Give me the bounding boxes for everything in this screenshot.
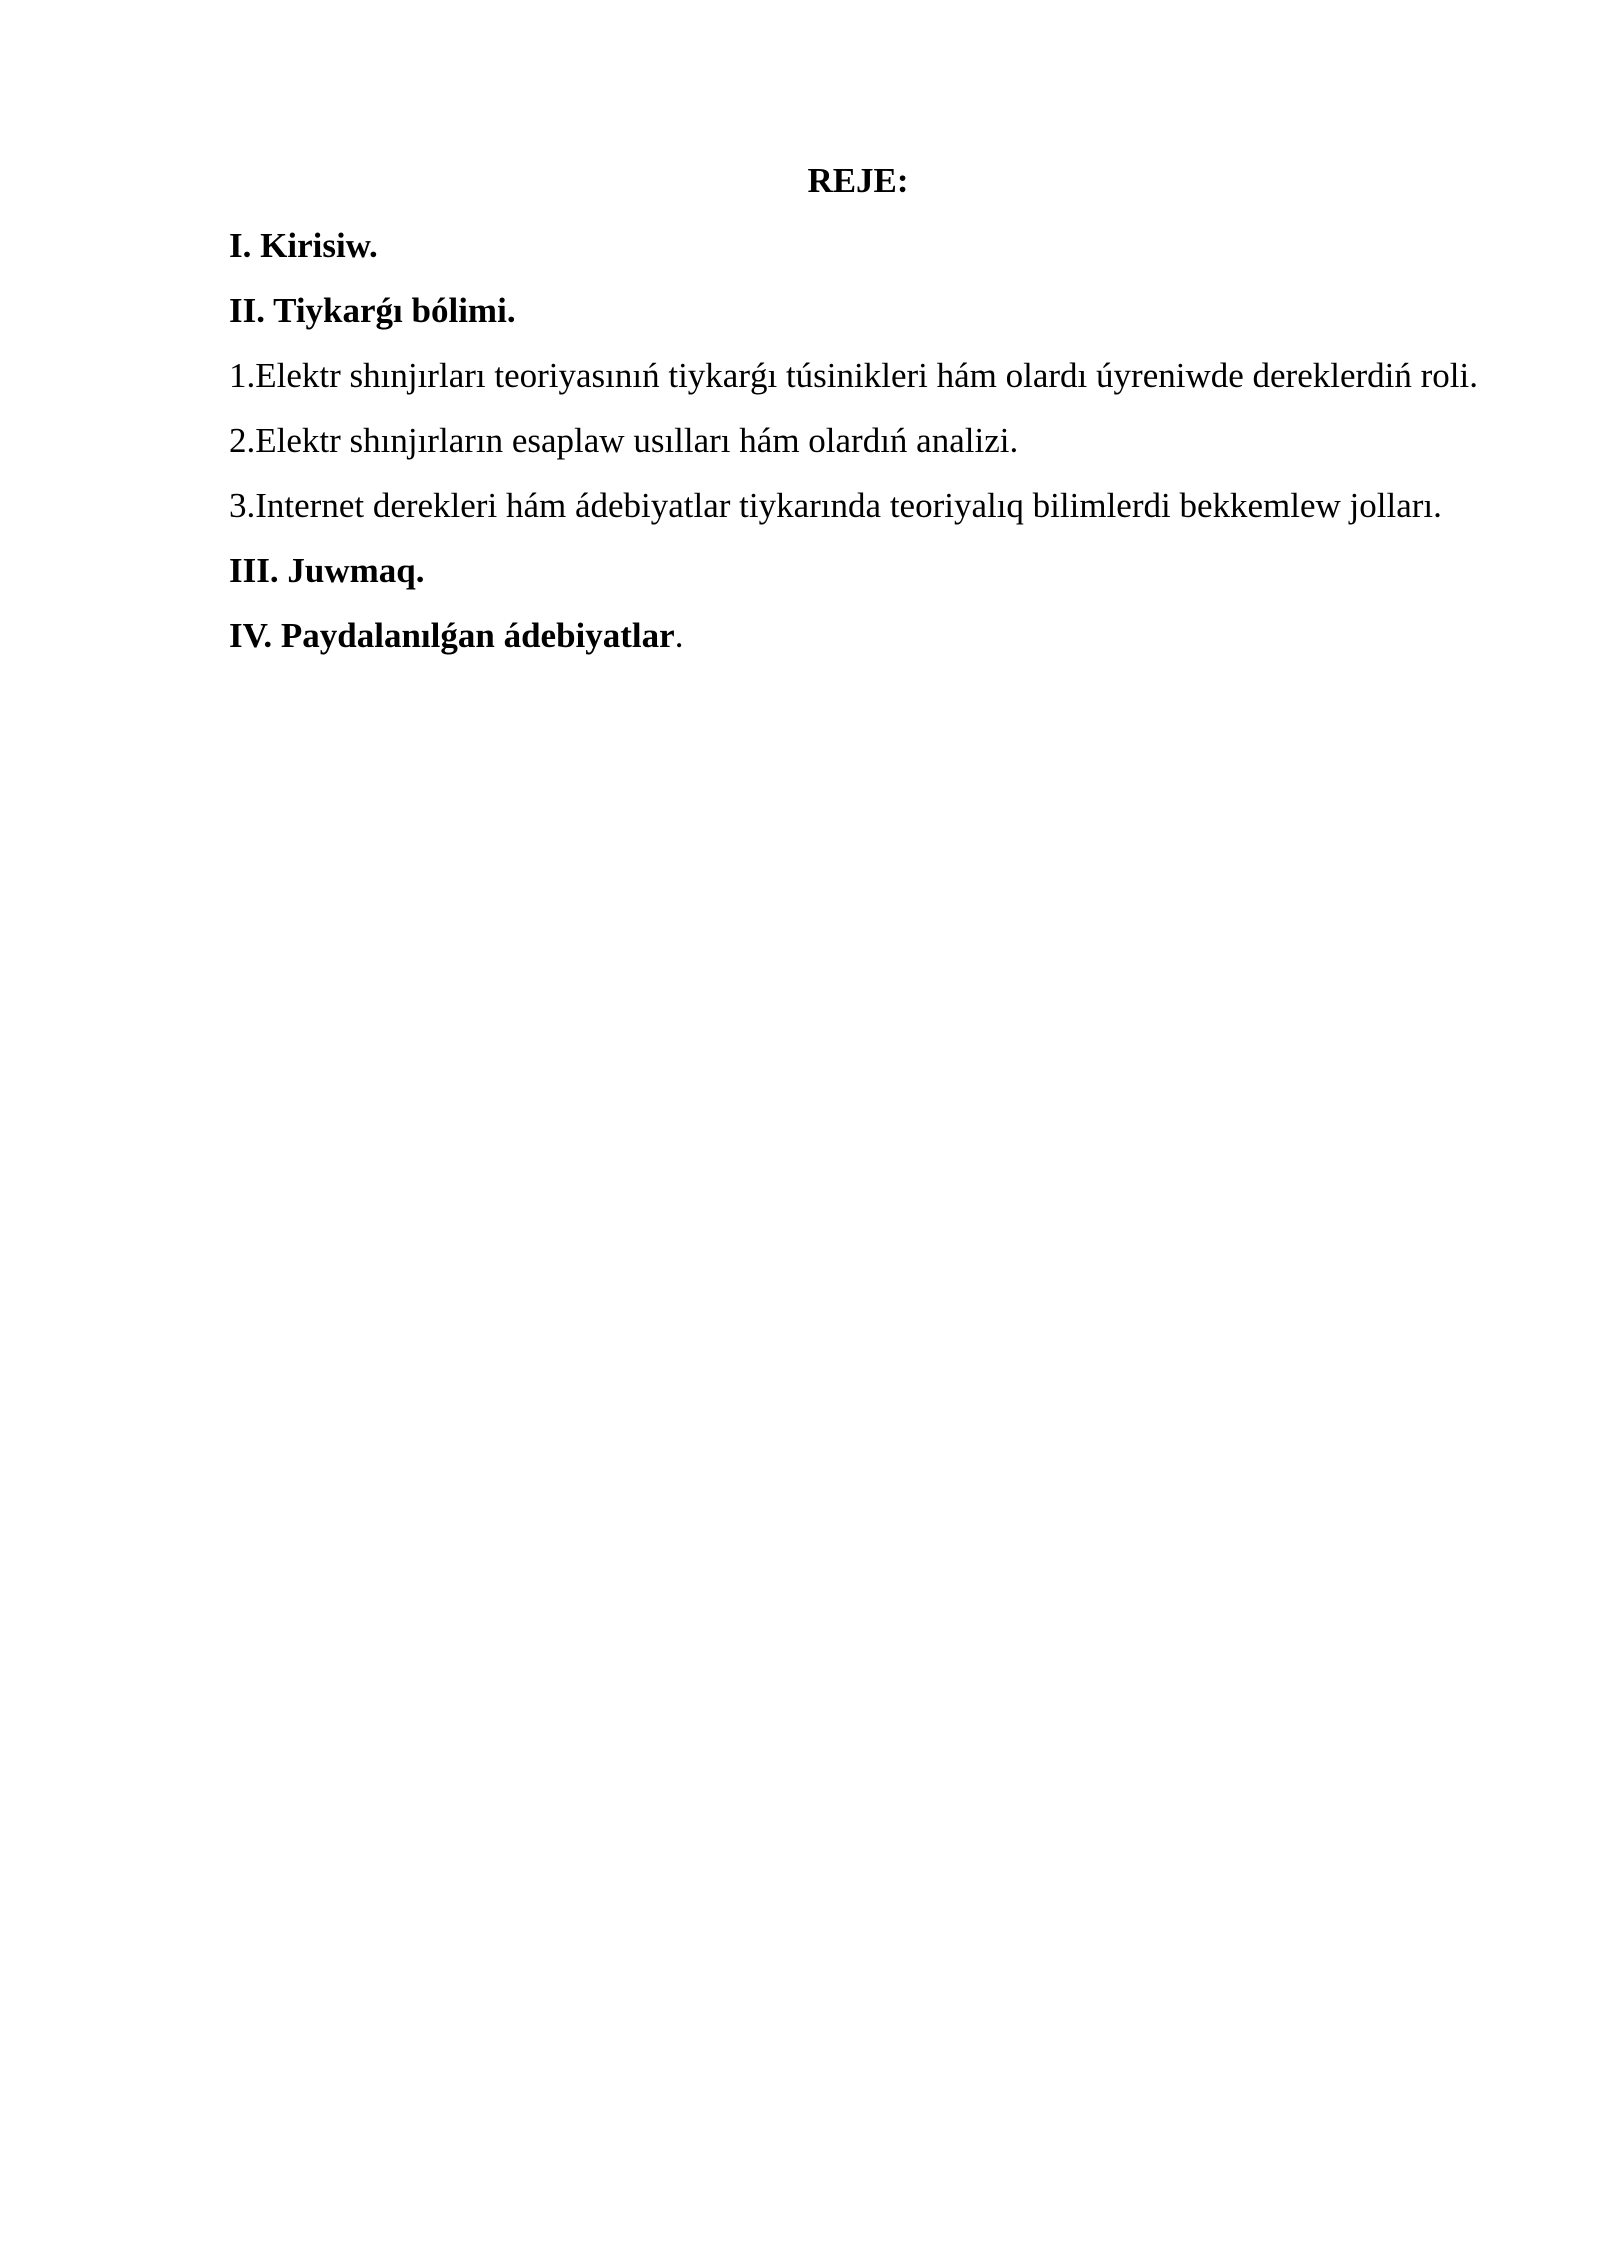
section-references — [229, 603, 1487, 668]
section-references-label: IV. Paydalanılǵan ádebiyatlar — [229, 616, 675, 655]
section-introduction: I. Kirisiw. — [229, 226, 378, 265]
section-conclusion: III. Juwmaq. — [229, 551, 425, 590]
page-title: REJE: — [807, 161, 909, 200]
plan-content — [229, 148, 1487, 668]
list-item-1: 1.Elektr shınjırları teoriyasınıń tiykarǵı túsinikleri hám olardı úyreniwde dereklerdiń roli. — [229, 356, 1478, 395]
list-item-3: 3.Internet derekleri hám ádebiyatlar tiykarında teoriyalıq bilimlerdi bekkemlew jolları. — [229, 486, 1442, 525]
section-references-period: . — [674, 616, 684, 655]
list-item-2: 2.Elektr shınjırların esaplaw usılları hám olardıń analizi. — [229, 421, 1019, 460]
section-main-part: II. Tiykarǵı bólimi. — [229, 291, 516, 330]
